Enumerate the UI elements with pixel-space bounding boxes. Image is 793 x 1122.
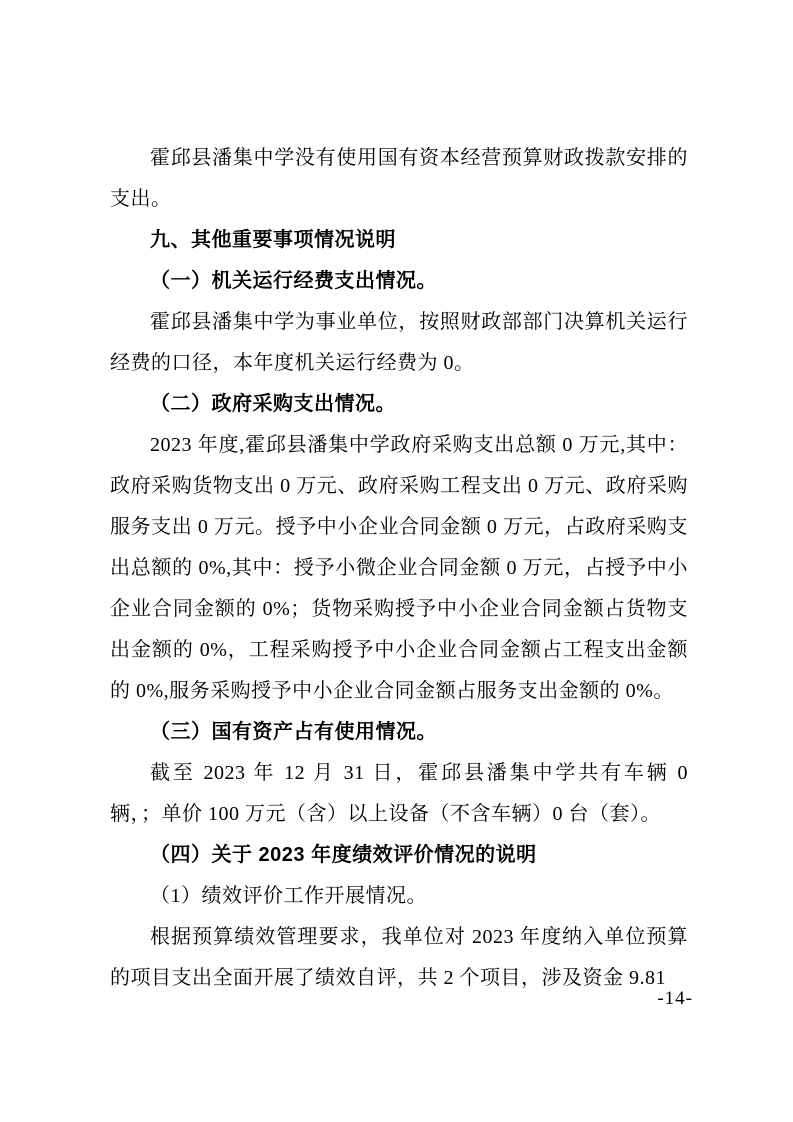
paragraph: 霍邱县潘集中学没有使用国有资本经营预算财政拨款安排的支出。 bbox=[110, 147, 688, 210]
subsection-heading: （三）国有资产占有使用情况。 bbox=[150, 721, 437, 743]
document-body bbox=[110, 138, 688, 999]
subsection-heading: （一）机关运行经费支出情况。 bbox=[150, 270, 437, 292]
page-number: -14- bbox=[657, 988, 693, 1009]
paragraph: 2023 年度,霍邱县潘集中学政府采购支出总额 0 万元,其中：政府采购货物支出 0 万元、政府采购工程支出 0 万元、政府采购服务支出 0 万元。授予中小企业合同金额 0 万元，占政府采购支出总额的 0%,其中：授予小微企业合同金额 0 万元，占授予中小企业合同金额的 0%；货物采购授予中小企业合同金额占货物支出金额的 0%，工程采购授予中小企业合同金额占工程支出金额的 0%,服务采购授予中小企业合同金额占服务支出金额的 0%。 bbox=[110, 434, 688, 702]
section-heading: 九、其他重要事项情况说明 bbox=[150, 229, 396, 251]
subsection-heading: （二）政府采购支出情况。 bbox=[150, 393, 396, 415]
paragraph: 根据预算绩效管理要求，我单位对 2023 年度纳入单位预算的项目支出全面开展了绩效自评，共 2 个项目，涉及资金 9.81 bbox=[110, 926, 688, 989]
sub-item-heading: （1）绩效评价工作开展情况。 bbox=[150, 885, 427, 907]
paragraph: 霍邱县潘集中学为事业单位，按照财政部部门决算机关运行经费的口径，本年度机关运行经费为 0。 bbox=[110, 311, 688, 374]
paragraph: 截至 2023 年 12 月 31 日，霍邱县潘集中学共有车辆 0 辆，；单价 100 万元（含）以上设备（不含车辆）0 台（套）。 bbox=[110, 762, 688, 825]
subsection-heading: （四）关于 2023 年度绩效评价情况的说明 bbox=[150, 844, 537, 866]
